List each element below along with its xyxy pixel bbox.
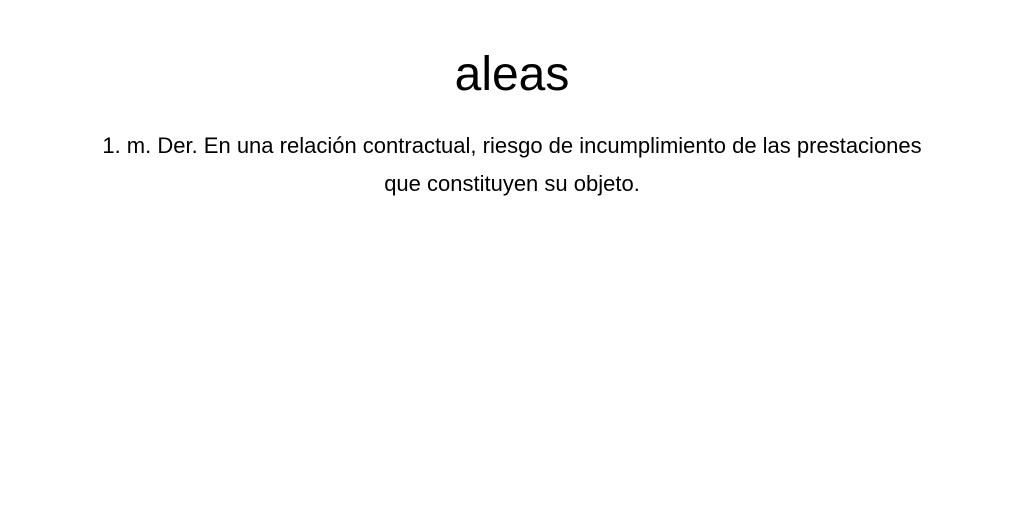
definition-text: 1. m. Der. En una relación contractual, riesgo de incumplimiento de las prestaciones que constituyen su objeto. [102, 133, 922, 196]
headword-title: aleas [454, 48, 570, 101]
